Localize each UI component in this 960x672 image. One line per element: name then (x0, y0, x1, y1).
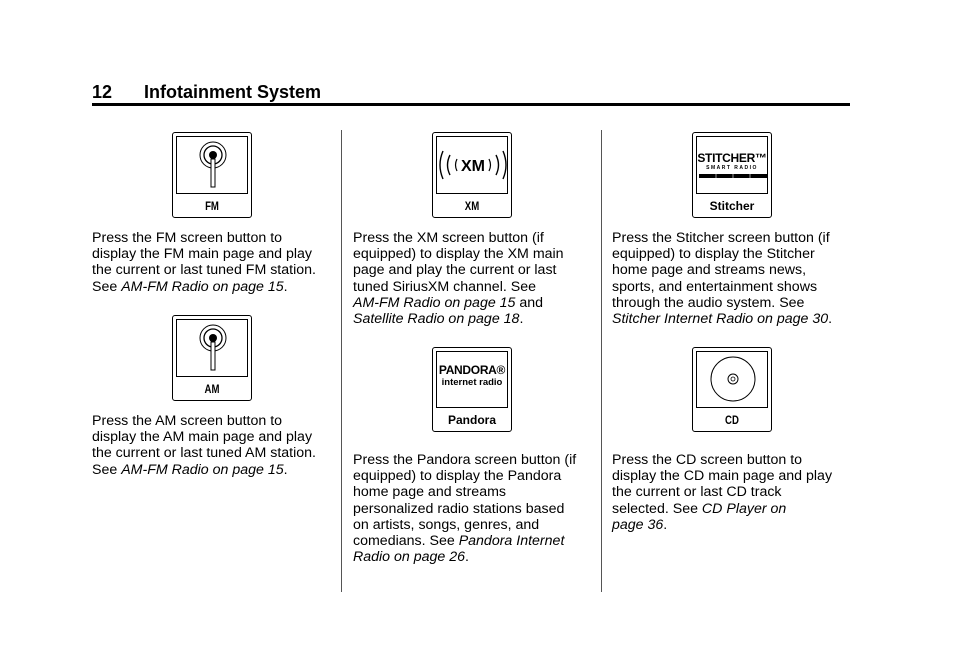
text-segment: the current or last tuned FM station. (92, 262, 316, 279)
page-reference: CD Player on (701, 500, 787, 517)
am-screen-button-illustration (172, 315, 252, 401)
text-line (353, 279, 564, 295)
page-reference: Stitcher Internet Radio on page 30 (612, 311, 829, 328)
text-segment: on artists, songs, genres, and (353, 516, 540, 533)
column-divider (601, 130, 602, 592)
text-segment: the current or last tuned AM station. (92, 445, 316, 462)
section-title: Infotainment System (144, 82, 322, 102)
button-label: AM (204, 382, 220, 396)
text-segment: display the AM main page and play (92, 429, 313, 446)
text-line (353, 517, 576, 533)
cd-screen-button-illustration (692, 347, 772, 432)
text-segment: equipped) to display the Stitcher (612, 246, 815, 263)
text-segment: . (283, 461, 288, 478)
page-header (92, 82, 850, 106)
text-segment: . (283, 278, 288, 295)
text-segment: through the audio system. See (612, 294, 805, 311)
text-line (353, 230, 564, 246)
pandora-description (353, 452, 576, 565)
xm-logo-text: XM (461, 158, 485, 175)
text-line (92, 230, 316, 246)
text-segment: Press the Stitcher screen button (if (612, 230, 830, 246)
text-segment: Press the XM screen button (if (353, 230, 544, 246)
text-line (353, 295, 564, 311)
text-line (353, 262, 564, 278)
page-reference: Pandora Internet (458, 533, 565, 550)
text-segment: home page and streams news, (612, 262, 807, 279)
xm-screen-button-illustration (432, 132, 512, 218)
text-line (612, 452, 832, 468)
page-reference: AM-FM Radio on page 15 (121, 461, 284, 478)
text-line (612, 230, 832, 246)
text-segment: Press the Pandora screen button (if (353, 452, 577, 468)
button-label: CD (725, 413, 739, 427)
text-segment: and (515, 294, 544, 311)
am-description (92, 413, 316, 478)
text-segment: the current or last CD track (612, 484, 782, 501)
button-label: Pandora (447, 413, 496, 427)
text-segment: Press the FM screen button to (92, 230, 283, 246)
page-reference: Radio on page 26 (353, 549, 466, 566)
text-line (612, 262, 832, 278)
text-segment: Press the CD screen button to (612, 452, 803, 468)
stitcher-description (612, 230, 832, 327)
text-segment: . (663, 516, 668, 533)
text-segment: equipped) to display the Pandora (353, 468, 562, 485)
text-segment: comedians. See (353, 533, 459, 550)
text-line (92, 246, 316, 262)
text-segment: personalized radio stations based (353, 500, 565, 517)
text-segment: display the CD main page and play (612, 468, 833, 485)
text-line (612, 517, 832, 533)
text-line (92, 413, 316, 429)
text-segment: selected. See (612, 500, 702, 517)
text-line (353, 549, 576, 565)
text-line (353, 484, 576, 500)
text-line (612, 246, 832, 262)
column-divider (341, 130, 342, 592)
text-line (92, 279, 316, 295)
text-segment: equipped) to display the XM main (353, 246, 564, 263)
button-label: Stitcher (709, 199, 755, 213)
text-segment: tuned SiriusXM channel. See (353, 278, 536, 295)
text-segment: Press the AM screen button to (92, 413, 283, 429)
text-segment: See (92, 278, 122, 295)
page-reference: AM-FM Radio on page 15 (121, 278, 284, 295)
text-line (353, 311, 564, 327)
text-line (353, 468, 576, 484)
cd-description (612, 452, 832, 533)
text-line (92, 445, 316, 461)
text-segment: . (519, 311, 524, 328)
text-segment: sports, and entertainment shows (612, 278, 818, 295)
text-segment: See (92, 461, 122, 478)
stitcher-screen-button-illustration (692, 132, 772, 218)
page-reference: AM-FM Radio on page 15 (353, 294, 516, 311)
text-segment: page and play the current or last (353, 262, 557, 279)
text-segment: display the FM main page and play (92, 246, 313, 263)
text-line (353, 501, 576, 517)
text-line (353, 452, 576, 468)
text-line (612, 501, 832, 517)
button-label: FM (205, 199, 219, 213)
text-line (92, 462, 316, 478)
pandora-logo-subtitle: internet radio (441, 377, 503, 388)
text-line (612, 468, 832, 484)
page-reference: page 36 (612, 516, 664, 533)
text-segment: . (828, 311, 833, 328)
text-segment: home page and streams (353, 484, 507, 501)
text-line (612, 484, 832, 500)
text-segment: . (465, 549, 469, 566)
fm-screen-button-illustration (172, 132, 252, 218)
text-line (612, 295, 832, 311)
page-reference: Satellite Radio on page 18 (353, 311, 520, 328)
text-line (92, 429, 316, 445)
pandora-logo-icon: PANDORA® (438, 363, 506, 377)
text-line (612, 311, 832, 327)
fm-description (92, 230, 316, 295)
xm-description (353, 230, 564, 327)
button-label: XM (464, 199, 480, 213)
text-line (612, 279, 832, 295)
text-line (353, 533, 576, 549)
page-number: 12 (92, 82, 113, 102)
pandora-screen-button-illustration (432, 347, 512, 432)
stitcher-logo-icon: STITCHER™ (697, 151, 767, 165)
text-line (353, 246, 564, 262)
stitcher-logo-subtitle: SMART RADIO (706, 165, 758, 171)
text-line (92, 262, 316, 278)
